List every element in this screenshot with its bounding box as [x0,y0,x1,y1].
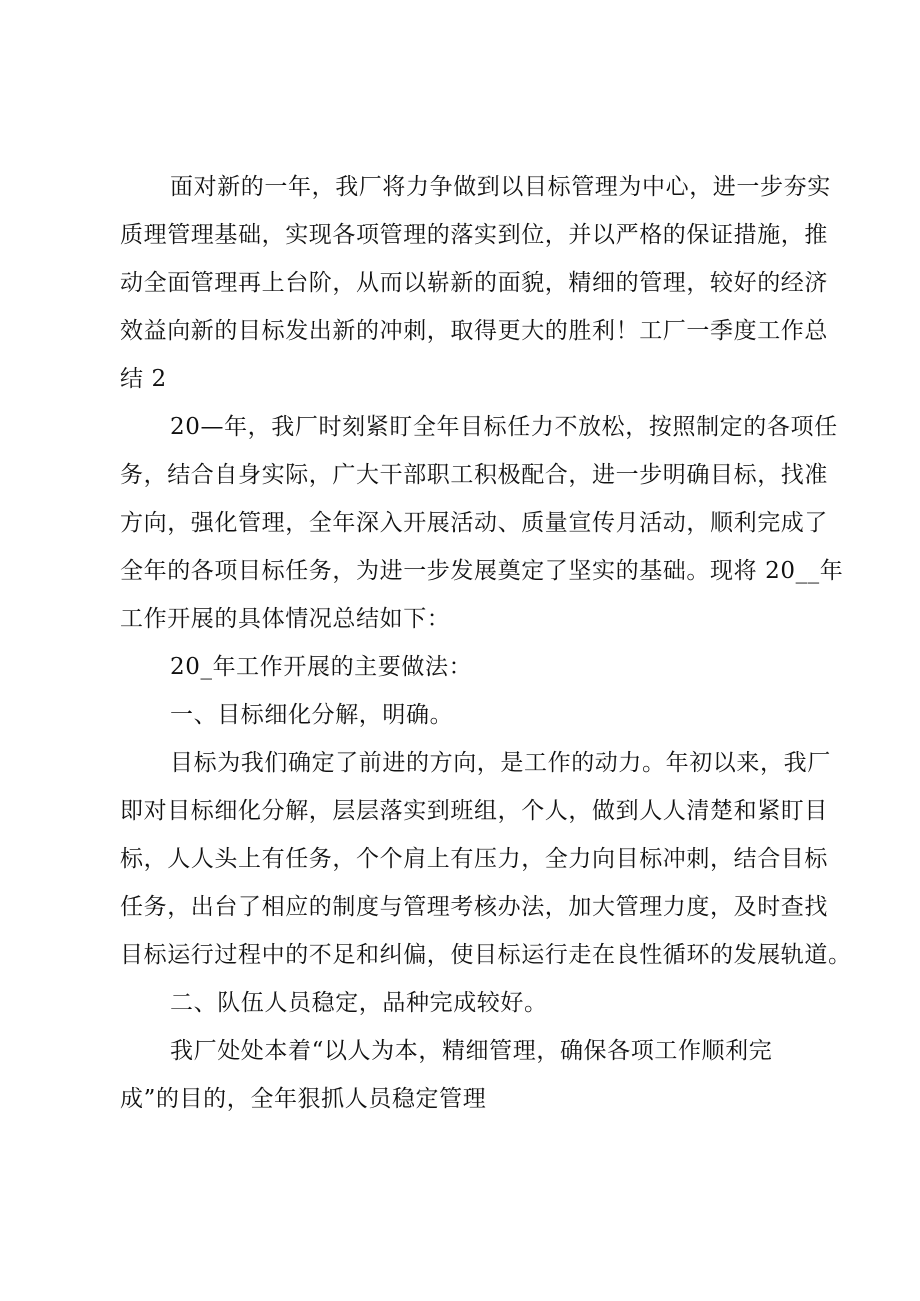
paragraph-3-line-1: 目标为我们确定了前进的方向，是工作的动力。年初以来，我厂 [170,750,831,776]
paragraph-3-line-3: 标，人人头上有任务，个个肩上有压力，全力向目标冲刺，结合目标 [120,846,828,872]
paragraph-2-line-1: 20—年，我厂时刻紧盯全年目标任力不放松，按照制定的各项任 [170,414,838,440]
paragraph-3-line-4: 任务，出台了相应的制度与管理考核办法，加大管理力度，及时查找 [120,894,828,920]
paragraph-1-line-4: 效益向新的目标发出新的冲刺，取得更大的胜利！工厂一季度工作总 [120,318,828,344]
section-heading-1: 一、目标细化分解，明确。 [170,702,454,728]
paragraph-1-line-5: 结 2 [120,366,167,392]
paragraph-1-line-3: 动全面管理再上台阶，从而以崭新的面貌，精细的管理，较好的经济 [120,270,828,296]
paragraph-2-line-5: 工作开展的具体情况总结如下： [120,606,451,632]
section-heading-2: 二、队伍人员稳定，品种完成较好。 [170,990,548,1016]
section-intro: 20_年工作开展的主要做法： [170,654,473,680]
paragraph-3-line-5: 目标运行过程中的不足和纠偏，使目标运行走在良性循环的发展轨道。 [120,942,852,968]
paragraph-4-line-2: 成”的目的，全年狠抓人员稳定管理 [120,1086,487,1112]
paragraph-2-line-4: 全年的各项目标任务，为进一步发展奠定了坚实的基础。现将 20__年 [120,558,844,584]
paragraph-2-line-3: 方向，强化管理，全年深入开展活动、质量宣传月活动，顺利完成了 [120,510,828,536]
paragraph-3-line-2: 即对目标细化分解，层层落实到班组，个人，做到人人清楚和紧盯目 [120,798,828,824]
paragraph-1-line-2: 质理管理基础，实现各项管理的落实到位，并以严格的保证措施，推 [120,222,828,248]
paragraph-4-line-1: 我厂处处本着“以人为本，精细管理，确保各项工作顺利完 [170,1038,773,1064]
paragraph-2-line-2: 务，结合自身实际，广大干部职工积极配合，进一步明确目标，找准 [120,462,828,488]
paragraph-1-line-1: 面对新的一年，我厂将力争做到以目标管理为中心，进一步夯实 [170,174,831,200]
